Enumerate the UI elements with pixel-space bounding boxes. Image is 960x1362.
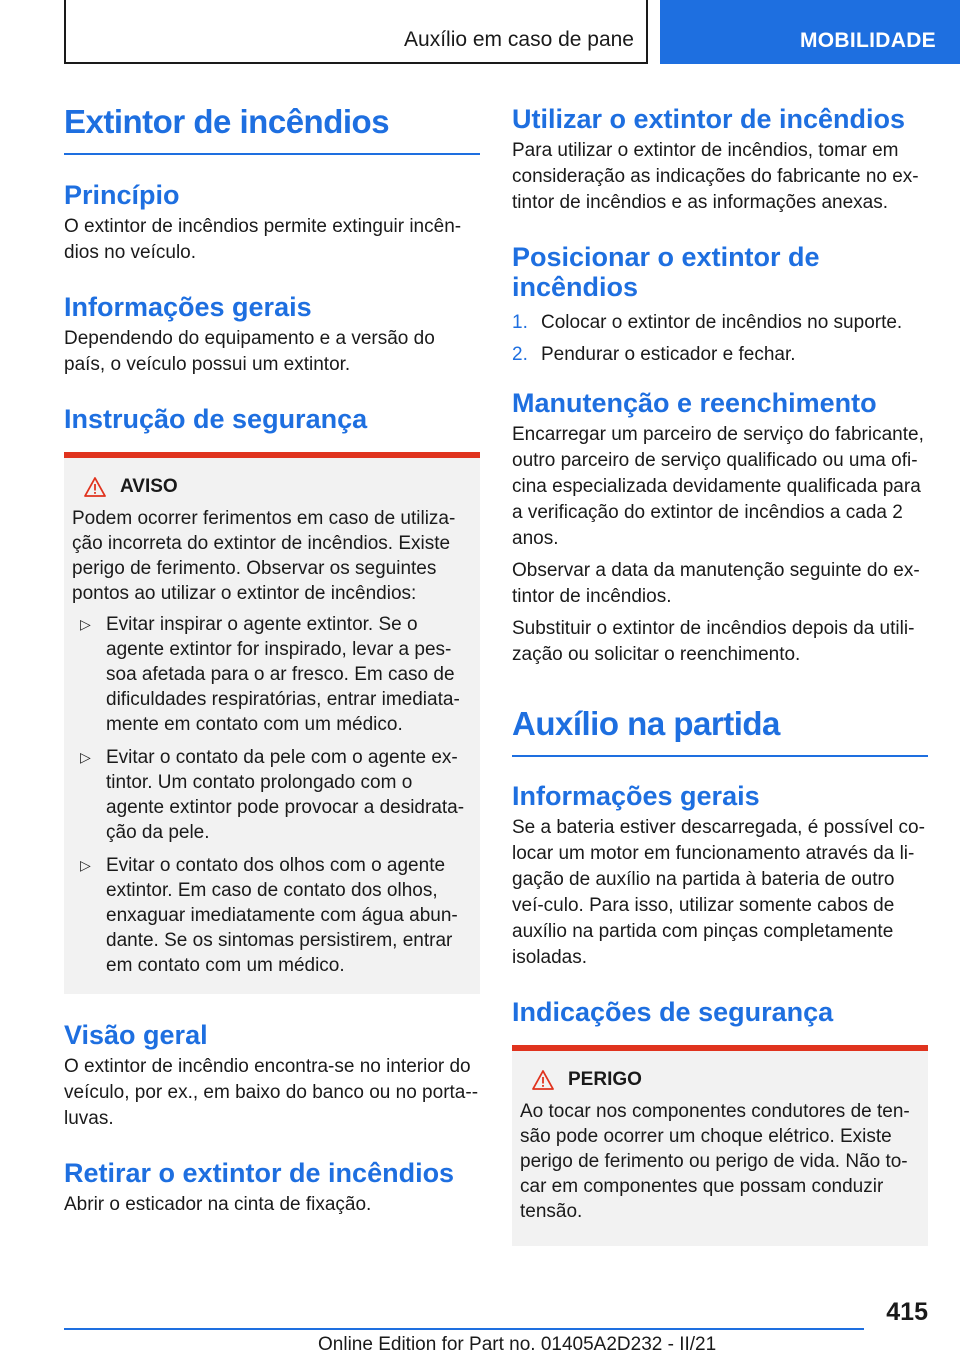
text-informacoes-gerais: Dependendo do equipamento e a versão do país, o veículo possui um extintor.	[64, 328, 435, 375]
footer-divider	[64, 1328, 864, 1330]
text-informacoes-gerais-partida: Se a bateria estiver descarregada, é possível co-locar um motor em funcionamento através da li-gação de auxílio na partida à bateria de outro veí-culo. Para isso, utilizar somente cabos de auxílio na partida com pinças completamente isoladas.	[512, 817, 925, 968]
page-title-auxilio-partida: Auxílio na partida	[512, 702, 928, 757]
list-item: 2. Pendurar o esticador e fechar.	[512, 342, 928, 368]
text-manutencao-1: Encarregar um parceiro de serviço do fabricante, outro parceiro de serviço qualificado ou uma ofi-cina especializada devidamente qualificada para a verificação do extintor de incêndios a cada 2 anos.	[512, 424, 924, 549]
text-manutencao-3: Substituir o extintor de incêndios depois da utili-zação ou solicitar o reenchimento.	[512, 618, 915, 665]
list-item: 1. Colocar o extintor de incêndios no suporte.	[512, 310, 928, 336]
footer-edition: Online Edition for Part no. 01405A2D232 - II/21	[318, 1334, 717, 1355]
text-utilizar-extintor: Para utilizar o extintor de incêndios, tomar em consideração as indicações do fabricante no ex-tintor de incêndios e as informações anexas.	[512, 140, 919, 213]
triangle-bullet-icon: ▷	[80, 749, 91, 765]
text-retirar-extintor: Abrir o esticador na cinta de fixação.	[64, 1194, 372, 1215]
header-section-title: Auxílio em caso de pane	[404, 28, 634, 51]
header-section-box	[64, 0, 648, 64]
page-number: 415	[886, 1298, 928, 1326]
heading-informacoes-gerais: Informações gerais	[64, 292, 312, 322]
warning-label-aviso: AVISO	[120, 476, 178, 497]
heading-instrucao-seguranca: Instrução de segurança	[64, 404, 368, 434]
steps-posicionar	[512, 310, 928, 368]
warning-box-aviso	[64, 452, 480, 994]
text-visao-geral: O extintor de incêndio encontra-se no interior do veículo, por ex., em baixo do banco ou no porta--luvas.	[64, 1056, 479, 1129]
heading-indicacoes-seguranca: Indicações de segurança	[512, 997, 834, 1027]
text-manutencao-2: Observar a data da manutenção seguinte do ex-tintor de incêndios.	[512, 560, 920, 607]
heading-manutencao: Manutenção e reenchimento	[512, 388, 877, 418]
text-principio: O extintor de incêndios permite extinguir incên-dios no veículo.	[64, 216, 462, 263]
left-column	[64, 100, 480, 1218]
heading-posicionar-extintor: Posicionar o extintor de incêndios	[512, 242, 820, 302]
header-chapter-title: MOBILIDADE	[800, 29, 936, 52]
step-number: 1.	[512, 312, 528, 333]
warning-bullet-list	[72, 612, 472, 978]
list-item: ▷ Evitar inspirar o agente extintor. Se o agente extintor for inspirado, levar a pes-soa afetada para o ar fresco. Em caso de dificuldades respiratórias, entrar imediata-mente em contato com um médico.	[80, 614, 460, 735]
warning-text-perigo: Ao tocar nos componentes condutores de ten-são pode ocorrer um choque elétrico. Existe perigo de ferimento ou perigo de vida. Não to-car em componentes que possam conduzir tensão.	[520, 1101, 910, 1222]
triangle-bullet-icon: ▷	[80, 857, 91, 873]
right-column	[512, 100, 928, 1246]
heading-utilizar-extintor: Utilizar o extintor de incêndios	[512, 104, 906, 134]
warning-box-perigo	[512, 1045, 928, 1246]
triangle-bullet-icon: ▷	[80, 616, 91, 632]
warning-text-aviso: Podem ocorrer ferimentos em caso de utiliza-ção incorreta do extintor de incêndios. Existe perigo de ferimento. Observar os seguintes pontos ao utilizar o extintor de incêndios:	[72, 508, 456, 604]
warning-triangle-icon	[532, 1070, 554, 1090]
warning-label-perigo: PERIGO	[568, 1069, 642, 1090]
heading-visao-geral: Visão geral	[64, 1020, 208, 1050]
heading-informacoes-gerais-partida: Informações gerais	[512, 781, 760, 811]
heading-retirar-extintor: Retirar o extintor de incêndios	[64, 1158, 455, 1188]
header-chapter-tab	[660, 0, 960, 64]
page-title-extintor: Extintor de incêndios	[64, 100, 480, 155]
list-item: ▷ Evitar o contato dos olhos com o agente extintor. Em caso de contato dos olhos, enxaguar imediatamente com água abun-dante. Se os sintomas persistirem, entrar em contato com um médico.	[80, 855, 458, 976]
step-number: 2.	[512, 344, 528, 365]
list-item: ▷ Evitar o contato da pele com o agente ex-tintor. Um contato prolongado com o agente extintor pode provocar a desidrata-ção da pele.	[80, 747, 465, 843]
heading-principio: Princípio	[64, 180, 180, 210]
warning-triangle-icon	[84, 477, 106, 497]
